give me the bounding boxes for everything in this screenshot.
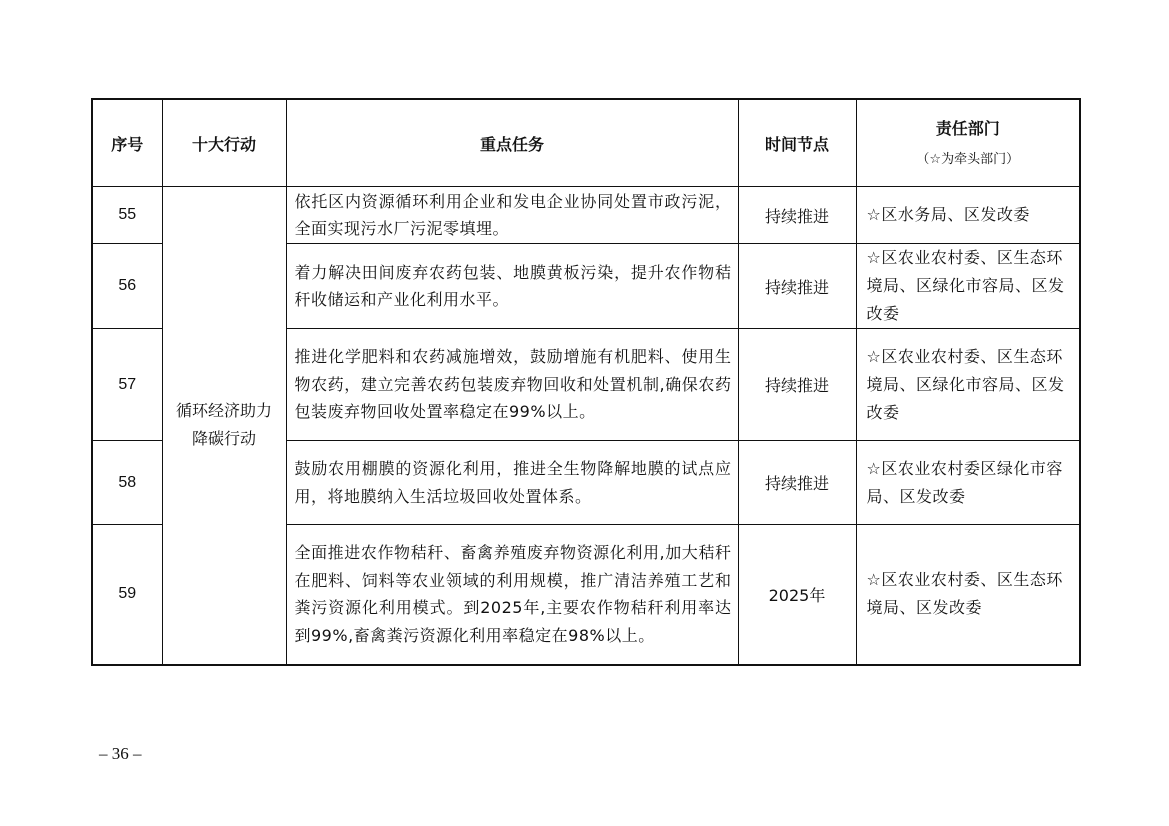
row-time: 持续推进: [738, 329, 856, 441]
row-time: 持续推进: [738, 187, 856, 244]
row-num: 57: [92, 329, 162, 441]
row-dept: ☆区农业农村委、区生态环境局、区绿化市容局、区发改委: [856, 329, 1080, 441]
header-dept-label: 责任部门: [935, 118, 1000, 138]
row-task: 全面推进农作物秸秆、畜禽养殖废弃物资源化利用,加大秸秆在肥料、饲料等农业领域的利用规模，推广清洁养殖工艺和粪污资源化利用模式。到2025年,主要农作物秸秆利用率达到99%,畜禽粪污资源化利用率稳定在98%以上。: [286, 525, 738, 665]
row-num: 56: [92, 244, 162, 329]
row-num: 55: [92, 187, 162, 244]
header-dept-note: （☆为牵头部门）: [916, 151, 1020, 167]
row-dept: ☆区农业农村委区绿化市容局、区发改委: [856, 441, 1080, 525]
header-num: 序号: [92, 99, 162, 187]
row-dept: ☆区农业农村委、区生态环境局、区绿化市容局、区发改委: [856, 244, 1080, 329]
page-number: – 36 –: [99, 744, 142, 763]
row-dept: ☆区水务局、区发改委: [856, 187, 1080, 244]
row-task: 推进化学肥料和农药减施增效，鼓励增施有机肥料、使用生物农药，建立完善农药包装废弃物回收和处置机制,确保农药包装废弃物回收处置率稳定在99%以上。: [286, 329, 738, 441]
header-action: 十大行动: [162, 99, 286, 187]
table-header-row: [92, 99, 1080, 187]
task-table: [91, 98, 1081, 666]
table-row: [92, 187, 1080, 244]
header-time: 时间节点: [738, 99, 856, 187]
row-task: 着力解决田间废弃农药包装、地膜黄板污染，提升农作物秸秆收储运和产业化利用水平。: [286, 244, 738, 329]
row-dept: ☆区农业农村委、区生态环境局、区发改委: [856, 525, 1080, 665]
row-task: 依托区内资源循环利用企业和发电企业协同处置市政污泥，全面实现污水厂污泥零填埋。: [286, 187, 738, 244]
row-time: 2025年: [738, 525, 856, 665]
row-time: 持续推进: [738, 244, 856, 329]
header-task: 重点任务: [286, 99, 738, 187]
header-dept: [856, 99, 1080, 187]
row-task: 鼓励农用棚膜的资源化利用，推进全生物降解地膜的试点应用，将地膜纳入生活垃圾回收处置体系。: [286, 441, 738, 525]
row-time: 持续推进: [738, 441, 856, 525]
action-label: 循环经济助力降碳行动: [162, 187, 286, 665]
row-num: 58: [92, 441, 162, 525]
row-num: 59: [92, 525, 162, 665]
